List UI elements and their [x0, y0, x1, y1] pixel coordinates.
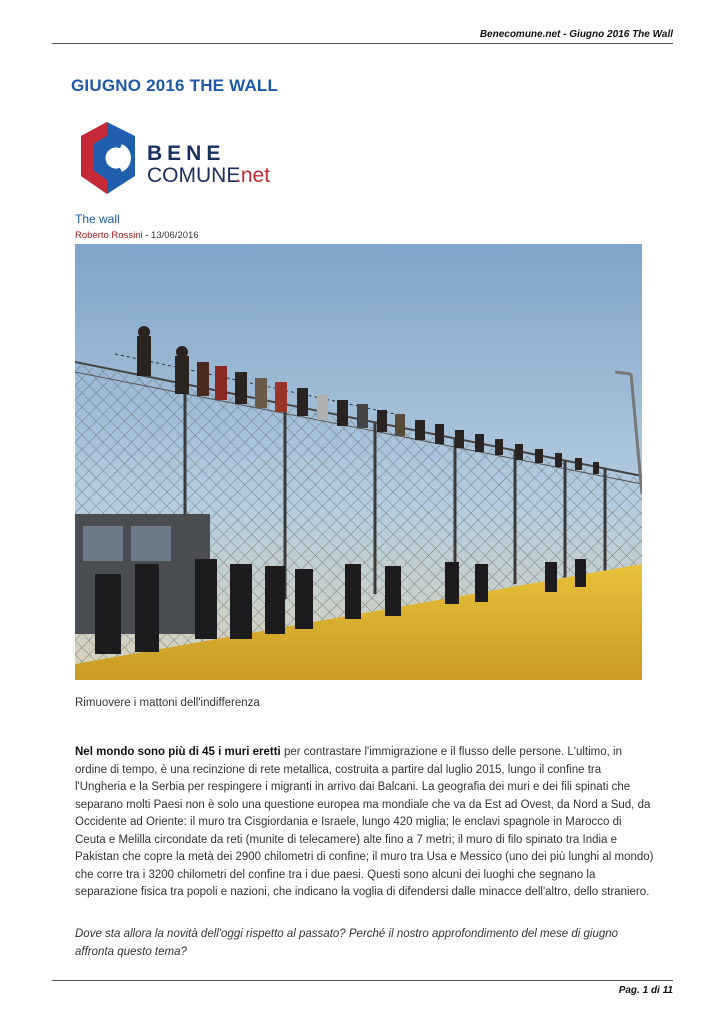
page-number: Pag. 1 di 11 [618, 985, 673, 996]
lead-text: per contrastare l'immigrazione e il flusso delle persone. L'ultimo, in ordine di tempo, è una recinzione di rete metallica, costruita a partire dal luglio 2015, lungo il confine tra l'Ungheria e la Serbia per respingere i migranti in arrivo dai Balcani. La geografia dei muri e dei fili spinati che separano molti Paesi non è solo una questione europea ma mondiale che va da Est ad Ovest, da Nord a Sud, da Occidente ad Oriente: il muro tra Cisgiordania e Israele, lungo 420 miglia; le enclavi spagnole in Marocco di Ceuta e Melilla circondate da reti (munite di telecamere) alte fino a 7 metri; il muro di filo spinato tra India e Pakistan che copre la metà dei 2900 chilometri di confine; il muro tra Usa e Messico (uno dei più lunghi al mondo) che corre tra i 3200 chilometri del confine tra i due paesi. Questi sono alcuni dei luoghi che segnano la separazione fisica tra popoli e nazioni, che indicano la voglia di difendersi dalle minacce dell'altro, dello straniero. [75, 746, 654, 898]
header-divider [52, 43, 673, 44]
page-header: Benecomune.net - Giugno 2016 The Wall [479, 29, 673, 40]
article-photo [75, 244, 642, 680]
benecomune-logo [77, 118, 277, 202]
footer-divider [52, 980, 673, 981]
page-title: GIUGNO 2016 THE WALL [71, 76, 279, 95]
article-body [75, 744, 655, 902]
article-link[interactable]: The wall [75, 212, 120, 226]
lead-highlight: Nel mondo sono più di 45 i muri eretti [75, 746, 281, 758]
publish-date: 13/06/2016 [151, 230, 199, 241]
logo-word-comune: COMUNE [147, 164, 241, 187]
logo-suffix: .net [235, 164, 271, 187]
article-question: Dove sta allora la novità dell'oggi rispetto al passato? Perché il nostro approfondimento del mese di giugno affronta questo tema? [75, 928, 619, 958]
byline [75, 230, 199, 241]
byline-separator: - [142, 230, 152, 241]
photo-caption: Rimuovere i mattoni dell'indifferenza [75, 697, 260, 709]
author-link[interactable]: Roberto Rossini [75, 230, 143, 241]
logo-word-bene: BENE [147, 142, 226, 165]
